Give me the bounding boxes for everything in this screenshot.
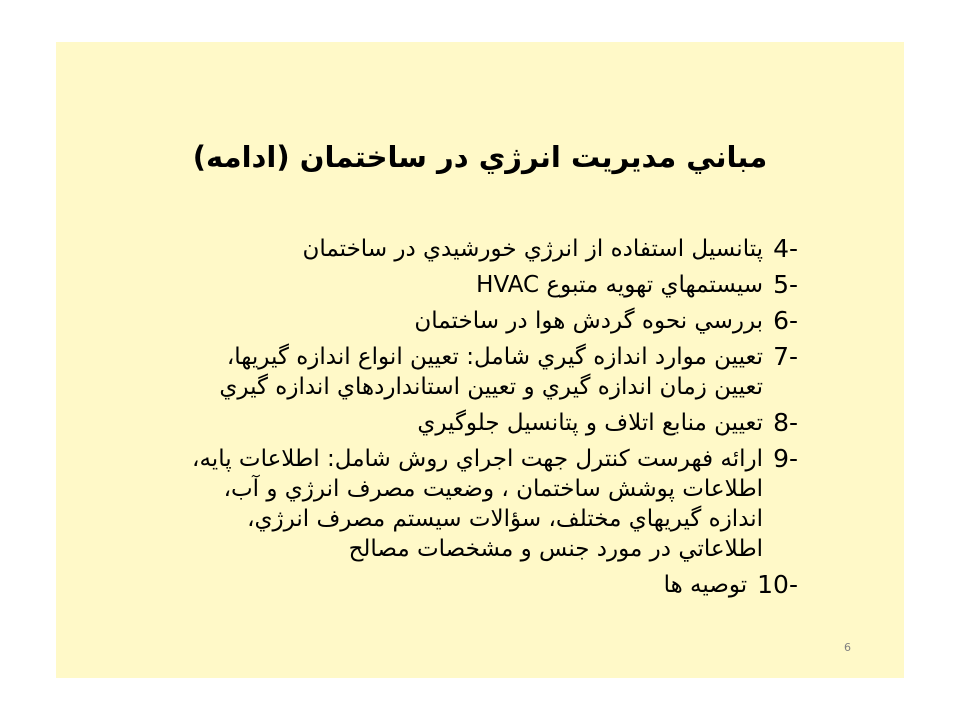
item-text: پتانسيل استفاده از انرژي خورشيدي در ساختمان xyxy=(302,236,764,262)
item-text: تعيين منابع اتلاف و پتانسيل جلوگيري xyxy=(417,410,764,436)
item-number: 4- xyxy=(773,234,798,263)
item-number: 9- xyxy=(773,444,798,473)
slide xyxy=(56,42,904,678)
list-item xyxy=(176,444,798,564)
item-text: سيستمهاي تهويه متبوع HVAC xyxy=(476,272,764,298)
item-text: توصيه ها xyxy=(663,572,748,598)
bullet-list xyxy=(176,234,798,606)
item-text: ارائه فهرست كنترل جهت اجراي روش شامل: اطلاعات پايه، اطلاعات پوشش ساختمان ، وضعيت مصرف انرژي و آب، اندازه گيريهاي مختلف، سؤالات سيستم مصرف انرژي، اطلاعاتي در مورد جنس و مشخصات مصالح xyxy=(192,446,764,562)
list-item xyxy=(176,408,798,438)
list-item xyxy=(176,570,798,600)
item-number: 6- xyxy=(773,306,798,335)
page-number: 6 xyxy=(844,641,851,654)
item-number: 8- xyxy=(773,408,798,437)
item-number: 5- xyxy=(773,270,798,299)
slide-title: مباني مديريت انرژي در ساختمان (ادامه) xyxy=(192,140,768,174)
list-item xyxy=(176,342,798,402)
item-number: 10- xyxy=(757,570,798,599)
list-item xyxy=(176,234,798,264)
list-item xyxy=(176,270,798,300)
item-number: 7- xyxy=(773,342,798,371)
item-text: بررسي نحوه گردش هوا در ساختمان xyxy=(414,308,764,334)
item-text: تعيين موارد اندازه گيري شامل: تعيين انواع اندازه گيريها، تعيين زمان اندازه گيري و تعيين استانداردهاي اندازه گيري xyxy=(219,344,764,400)
list-item xyxy=(176,306,798,336)
